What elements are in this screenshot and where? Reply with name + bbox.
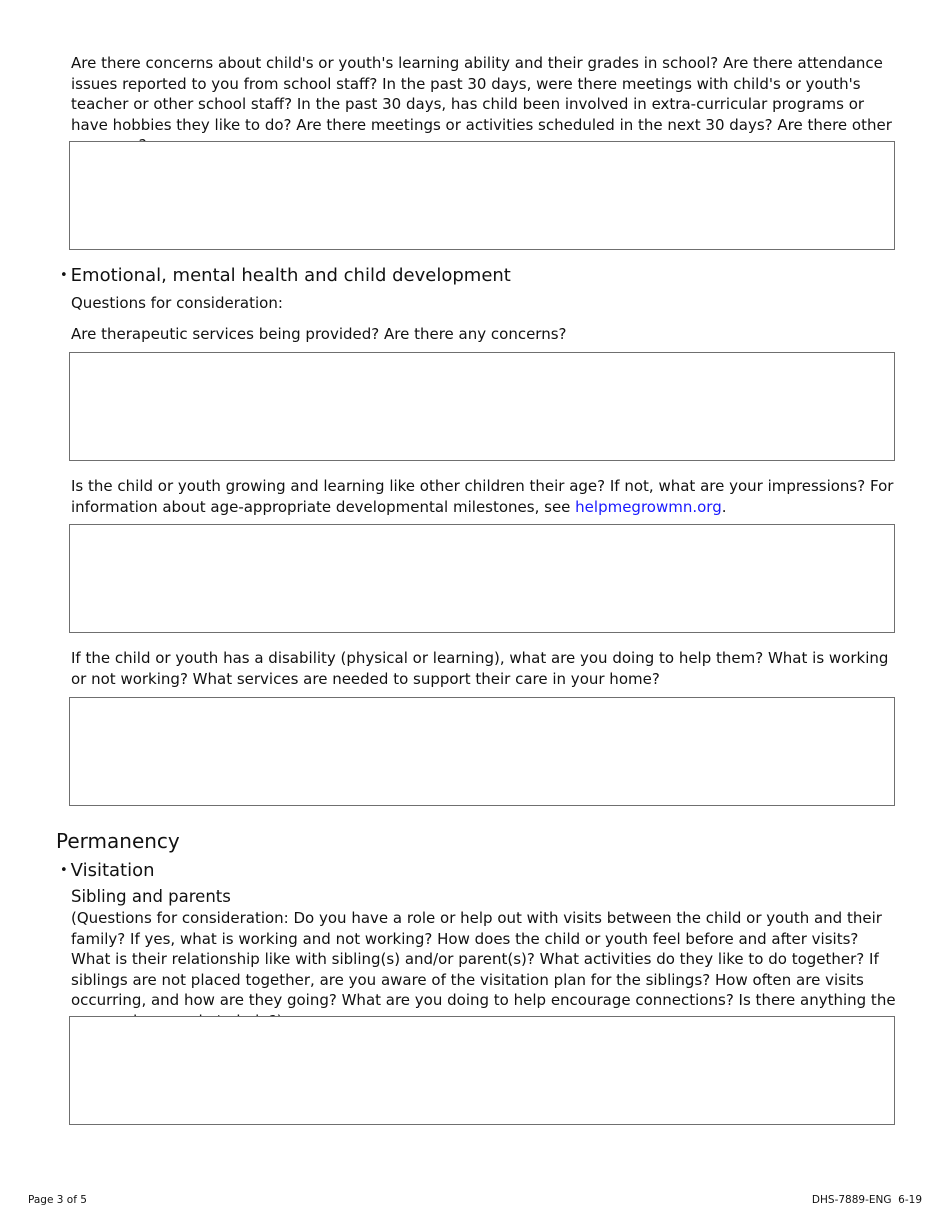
school-response-field[interactable] [69,141,895,250]
emotional-intro: Questions for consideration: [71,294,283,312]
visitation-questions: (Questions for consideration: Do you have a role or help out with visits between the child or youth and their family? If yes, what is working and not working? How does the child or youth feel before and after visits? What is their relationship like with sibling(s) and/or parent(s)? What activities do they like to do together? If siblings are not placed together, are you aware of the visitation plan for the siblings? How often are visits occurring, and how are they going? What are you doing to help encourage connections? Is there anything the [71,909,896,1009]
form-id: DHS-7889-ENG 6-19 [811,1194,922,1206]
permanency-title: Permanency [56,829,180,853]
bullet-icon: • [60,268,68,283]
visitation-heading: Visitation [70,860,155,881]
therapeutic-question: Are therapeutic services being provided? Are there any concerns? [71,325,567,343]
school-questions: Are there concerns about child's or youth's learning ability and their grades in school? Are there attendance issues reported to you from school staff? In the past 30 days, were there meetings with child's or youth's teacher or other school staff? In the past 30 days, has child been involved in extra-curricular programs or have hobbies they like to do? Are there meetings or activities scheduled in the next 30 days? Are there other [71,54,892,134]
disability-response-field[interactable] [69,697,895,806]
emotional-heading-bullet [60,265,511,289]
development-question [71,476,901,517]
therapeutic-response-field[interactable] [69,352,895,461]
page-number: Page 3 of 5 [28,1194,87,1206]
development-response-field[interactable] [69,524,895,633]
visitation-heading-bullet [60,860,155,884]
disability-question: If the child or youth has a disability (physical or learning), what are you doing to help them? What is working or not working? What services are needed to support their care in your home? [71,649,889,688]
sibling-parents-subheading: Sibling and parents [71,887,231,906]
bullet-icon: • [60,863,68,878]
emotional-heading: Emotional, mental health and child development [70,265,511,286]
development-question-end: . [721,497,727,516]
visitation-response-field[interactable] [69,1016,895,1125]
development-question-text: Is the child or youth growing and learning like other children their age? If not, what are your impressions? For information about age-appropriate developmental milestones, see [71,477,894,516]
helpmegrowmn-link[interactable]: helpmegrowmn.org [575,497,722,516]
